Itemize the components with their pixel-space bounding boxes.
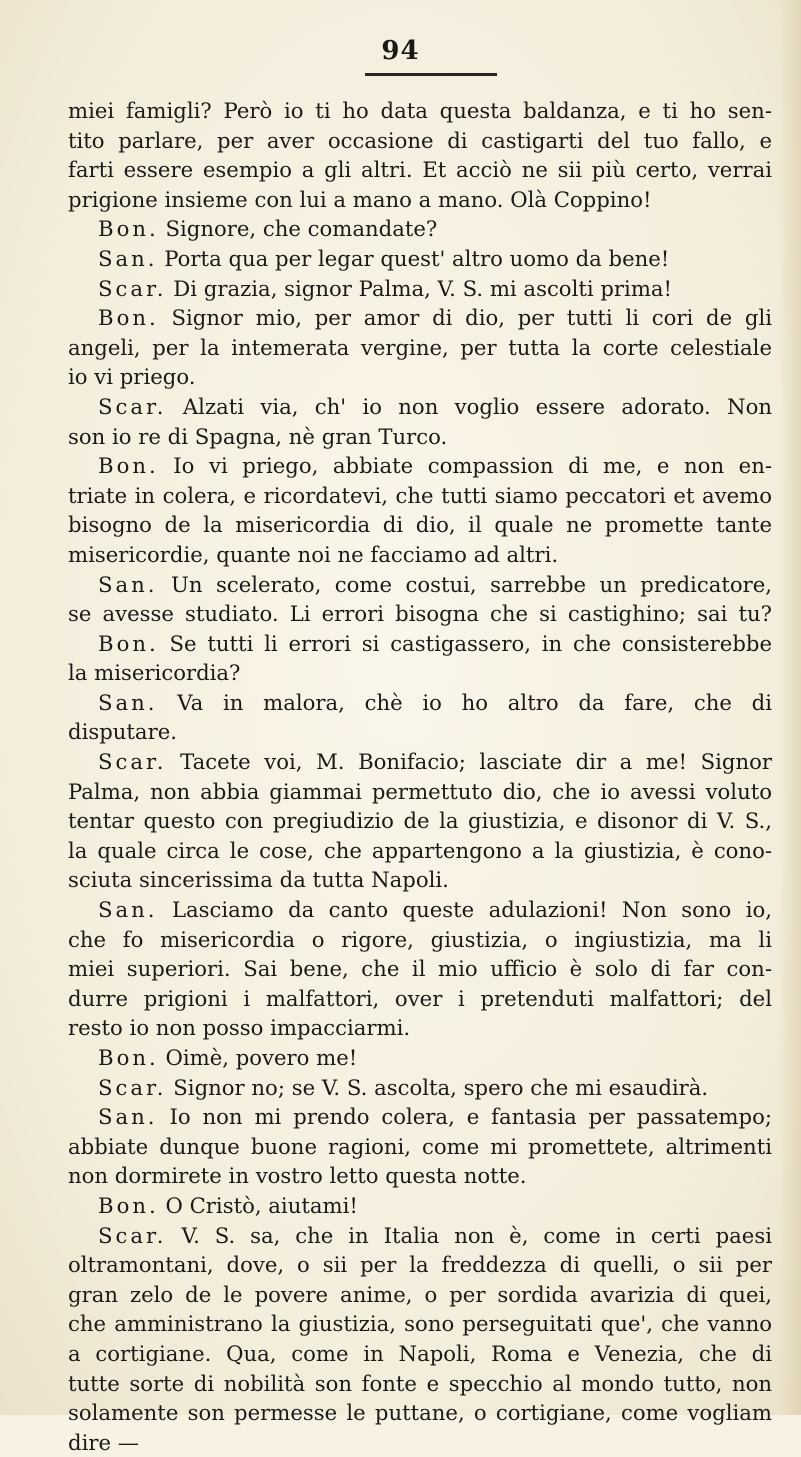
speaker-name: Bon. — [98, 453, 159, 479]
text-line — [68, 126, 772, 156]
text-line — [68, 510, 772, 540]
line-text: Oimè, povero me! — [165, 1045, 358, 1070]
line-text: tito parlare, per aver occasione di castigarti del tuo fallo, e — [68, 127, 772, 153]
speaker-name: San. — [98, 1104, 158, 1130]
dialogue-text — [68, 96, 772, 1457]
line-text: misericordie, quante noi ne facciamo ad altri. — [68, 541, 559, 567]
line-text: che amministrano la giustizia, sono perseguitati que', che vanno — [68, 1311, 772, 1337]
speaker-name: San. — [98, 245, 158, 271]
line-text: solamente son permesse le puttane, o cortigiane, come vogliam — [68, 1400, 772, 1426]
line-text: farti essere esempio a gli altri. Et acciò ne sii più certo, verrai — [68, 157, 772, 183]
text-line — [68, 1043, 772, 1073]
header-rule — [365, 73, 497, 76]
line-text: Alzati via, ch' io non voglio essere adorato. Non — [182, 393, 772, 419]
text-line — [68, 1280, 772, 1310]
text-line — [68, 274, 772, 304]
line-text: Di grazia, signor Palma, V. S. mi ascolti prima! — [173, 275, 673, 301]
line-text: sciuta sincerissima da tutta Napoli. — [68, 867, 449, 893]
line-text: triate in colera, e ricordatevi, che tutti siamo peccatori et avemo — [68, 482, 772, 508]
line-text: oltramontani, dove, o sii per la freddezza di quelli, o sii per — [68, 1252, 772, 1278]
text-line — [68, 1339, 772, 1369]
speaker-name: Bon. — [98, 630, 159, 656]
text-line — [68, 244, 772, 274]
line-text: bisogno de la misericordia di dio, il quale ne promette tante — [68, 512, 772, 538]
text-line — [68, 777, 772, 807]
text-line — [68, 984, 772, 1014]
line-text: abbiate dunque buone ragioni, come mi promettete, altrimenti — [68, 1133, 772, 1159]
page-number: 94 — [381, 36, 420, 66]
text-line — [68, 540, 772, 570]
line-text: durre prigioni i malfattori, over i pretenduti malfattori; del — [68, 985, 772, 1011]
line-text: Va in malora, chè io ho altro da fare, che di — [177, 689, 772, 715]
line-text: tutte sorte di nobilità son fonte e specchio al mondo tutto, non — [68, 1370, 772, 1396]
speaker-name: Bon. — [98, 216, 159, 242]
text-line — [68, 214, 772, 244]
text-line — [68, 392, 772, 422]
speaker-name: San. — [98, 897, 158, 923]
line-text: son io re di Spagna, nè gran Turco. — [68, 423, 448, 449]
line-text: Signor mio, per amor di dio, per tutti li cori de gli — [171, 305, 772, 331]
text-line — [68, 747, 772, 777]
line-text: se avesse studiato. Li errori bisogna che si castighino; sai tu? — [68, 601, 772, 627]
line-text: disputare. — [68, 719, 177, 745]
line-text: V. S. sa, che in Italia non è, come in certi paesi — [181, 1222, 772, 1248]
text-line — [68, 155, 772, 185]
line-text: angeli, per la intemerata vergine, per tutta la corte celestiale — [68, 334, 772, 360]
line-text: tentar questo con pregiudizio de la giustizia, e disonor di V. S., — [68, 808, 772, 834]
text-line — [68, 1013, 772, 1043]
speaker-name: Scar. — [98, 749, 167, 775]
line-text: Palma, non abbia giammai permettuto dio, che io avessi voluto — [68, 778, 772, 804]
text-line — [68, 422, 772, 452]
speaker-name: Bon. — [98, 1045, 159, 1070]
text-line — [68, 1161, 772, 1191]
text-line — [68, 925, 772, 955]
line-text: Io vi priego, abbiate compassion di me, e non en- — [173, 453, 772, 479]
text-line — [68, 1221, 772, 1251]
line-text: io vi priego. — [68, 364, 196, 390]
line-text: prigione insieme con lui a mano a mano. Olà Coppino! — [68, 186, 652, 212]
line-text: la quale circa le cose, che appartengono a la giustizia, è cono- — [68, 837, 772, 863]
page-edge-stain — [779, 0, 801, 1415]
text-line — [68, 629, 772, 659]
text-line — [68, 1309, 772, 1339]
line-text: Un scelerato, come costui, sarrebbe un predicatore, — [171, 571, 772, 597]
text-line — [68, 1428, 772, 1457]
text-line — [68, 362, 772, 392]
speaker-name: San. — [98, 689, 158, 715]
text-line — [68, 1398, 772, 1428]
line-text: Porta qua per legar quest' altro uomo da bene! — [164, 245, 670, 271]
speaker-name: Scar. — [98, 1222, 167, 1248]
text-line — [68, 806, 772, 836]
speaker-name: Bon. — [98, 1192, 159, 1218]
text-line — [68, 185, 772, 215]
text-line — [68, 1132, 772, 1162]
speaker-name: Scar. — [98, 1074, 167, 1100]
text-line — [68, 1073, 772, 1103]
line-text: Io non mi prendo colera, e fantasia per passatempo; — [169, 1104, 772, 1130]
text-line — [68, 658, 772, 688]
text-line — [68, 96, 772, 126]
line-text: Lasciamo da canto queste adulazioni! Non sono io, — [171, 897, 772, 923]
text-line — [68, 865, 772, 895]
line-text: miei superiori. Sai bene, che il mio ufficio è solo di far con- — [68, 956, 772, 982]
text-line — [68, 954, 772, 984]
text-line — [68, 570, 772, 600]
line-text: Tacete voi, M. Bonifacio; lasciate dir a me! Signor — [180, 749, 772, 775]
line-text: Signore, che comandate? — [165, 216, 438, 242]
text-line — [68, 688, 772, 718]
speaker-name: Scar. — [98, 275, 167, 301]
line-text: miei famigli? Però io ti ho data questa baldanza, e ti ho sen- — [68, 98, 772, 123]
text-line — [68, 895, 772, 925]
speaker-name: Scar. — [98, 393, 167, 419]
line-text: a cortigiane. Qua, come in Napoli, Roma e Venezia, che di — [68, 1340, 772, 1366]
text-line — [68, 1250, 772, 1280]
line-text: gran zelo de le povere anime, o per sordida avarizia di quei, — [68, 1281, 772, 1307]
text-line — [68, 599, 772, 629]
text-line — [68, 451, 772, 481]
speaker-name: San. — [98, 571, 158, 597]
text-line — [68, 481, 772, 511]
text-line — [68, 1191, 772, 1221]
text-line — [68, 303, 772, 333]
line-text: Signor no; se V. S. ascolta, spero che mi esaudirà. — [173, 1074, 709, 1100]
line-text: non dormirete in vostro letto questa notte. — [68, 1163, 527, 1189]
text-line — [68, 1369, 772, 1399]
text-line — [68, 836, 772, 866]
line-text: Se tutti li errori si castigassero, in che consisterebbe — [169, 630, 772, 656]
line-text: O Cristò, aiutami! — [165, 1192, 358, 1218]
line-text: che fo misericordia o rigore, giustizia, o ingiustizia, ma li — [68, 926, 772, 952]
text-line — [68, 333, 772, 363]
line-text: resto io non posso impacciarmi. — [68, 1015, 411, 1041]
speaker-name: Bon. — [98, 305, 159, 331]
text-line — [68, 1102, 772, 1132]
line-text: dire — — [68, 1429, 139, 1455]
line-text: la misericordia? — [68, 660, 241, 686]
text-line — [68, 717, 772, 747]
